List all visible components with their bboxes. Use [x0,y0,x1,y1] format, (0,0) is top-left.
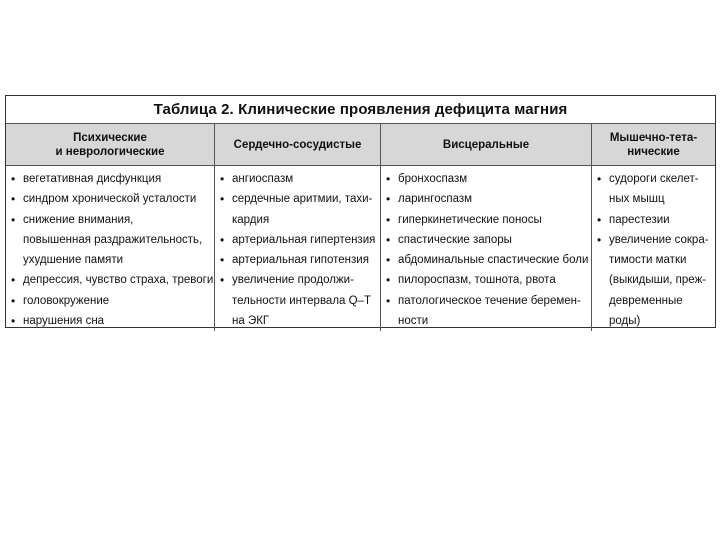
list-item-text: • бронхоспазм [398,173,468,185]
list-item-text: повышенная раздражительность, [23,233,203,246]
list-item [220,250,376,270]
column-header [215,124,380,166]
list-item-text: ности [398,315,429,328]
list-item-text: • патологическое течение беремен- [398,294,581,307]
list-item-text: • парестезии [609,213,670,226]
list-item-text: кардия [232,213,270,226]
column-header-line: и неврологические [55,145,165,158]
list-item-text: • спастические запоры [398,233,512,246]
list-item [220,270,376,331]
clinical-table [5,95,716,328]
list-item [386,210,587,230]
list-item-text: тельности интервала Q–T [232,294,371,307]
column-mental-neurological [6,124,215,331]
list-item [11,189,210,209]
list-item-text: ных мышц [609,193,665,206]
list-item-text: • депрессия, чувство страха, тревоги [23,274,214,287]
column-header [6,124,214,166]
column-muscular-tetanic [592,124,715,331]
list-item [386,270,587,290]
list-item [386,291,587,332]
list-item-text: ухудшение памяти [23,254,124,267]
list-item [220,169,376,189]
column-header-line: Сердечно-сосудистые [233,138,362,151]
list-item-text: тимости матки [609,254,687,267]
list-item-text: • ларингоспазм [398,193,473,206]
list-item-text: • артериальная гипотензия [232,254,369,267]
list-item [386,189,587,209]
list-item-text: • артериальная гипертензия [232,233,376,246]
list-item [11,311,210,331]
table-columns [6,124,715,327]
column-header-line: нические [627,145,680,158]
column-header [592,124,715,166]
list-item-text: • синдром хронической усталости [23,193,197,206]
list-item [386,169,587,189]
column-body [592,166,715,331]
list-item [11,270,214,290]
list-item-text: роды) [609,315,641,328]
list-item-text: • головокружение [23,294,110,307]
table-title: Таблица 2. Клинические проявления дефицита магния [6,96,715,124]
column-visceral [381,124,592,331]
column-header-line: Мышечно-тета- [609,131,698,144]
list-item-text: • сердечные аритмии, тахи- [232,193,373,206]
list-item-text: • нарушения сна [23,315,105,328]
list-item [597,169,711,210]
list-item [11,210,210,271]
column-header-line: Психические [73,131,147,144]
list-item-text: • снижение внимания, [23,213,134,226]
list-item [11,169,210,189]
list-item [11,291,210,311]
list-item [597,210,711,230]
list-item-text: (выкидыши, преж- [609,274,707,287]
list-item-text: • ангиоспазм [232,173,294,185]
list-item-text: девременные [609,294,683,307]
list-item-text: на ЭКГ [232,315,270,328]
list-item-text: • абдоминальные спастические боли [398,254,589,267]
column-header [381,124,591,166]
list-item-text: • увеличение сокра- [609,233,709,246]
column-header-line: Висцеральные [442,138,530,151]
list-item-text: • судороги скелет- [609,173,699,185]
column-cardiovascular [215,124,381,331]
column-body [215,166,380,331]
list-item-text: • вегетативная дисфункция [23,173,162,185]
column-body [381,166,591,331]
list-item [386,250,587,270]
list-item-text: • пилороспазм, тошнота, рвота [398,274,556,287]
list-item [386,230,587,250]
column-body [6,166,214,331]
list-item [597,230,711,331]
list-item [220,230,376,250]
list-item-text: • увеличение продолжи- [232,274,354,287]
list-item [220,189,376,230]
list-item-text: • гиперкинетические поносы [398,213,542,226]
